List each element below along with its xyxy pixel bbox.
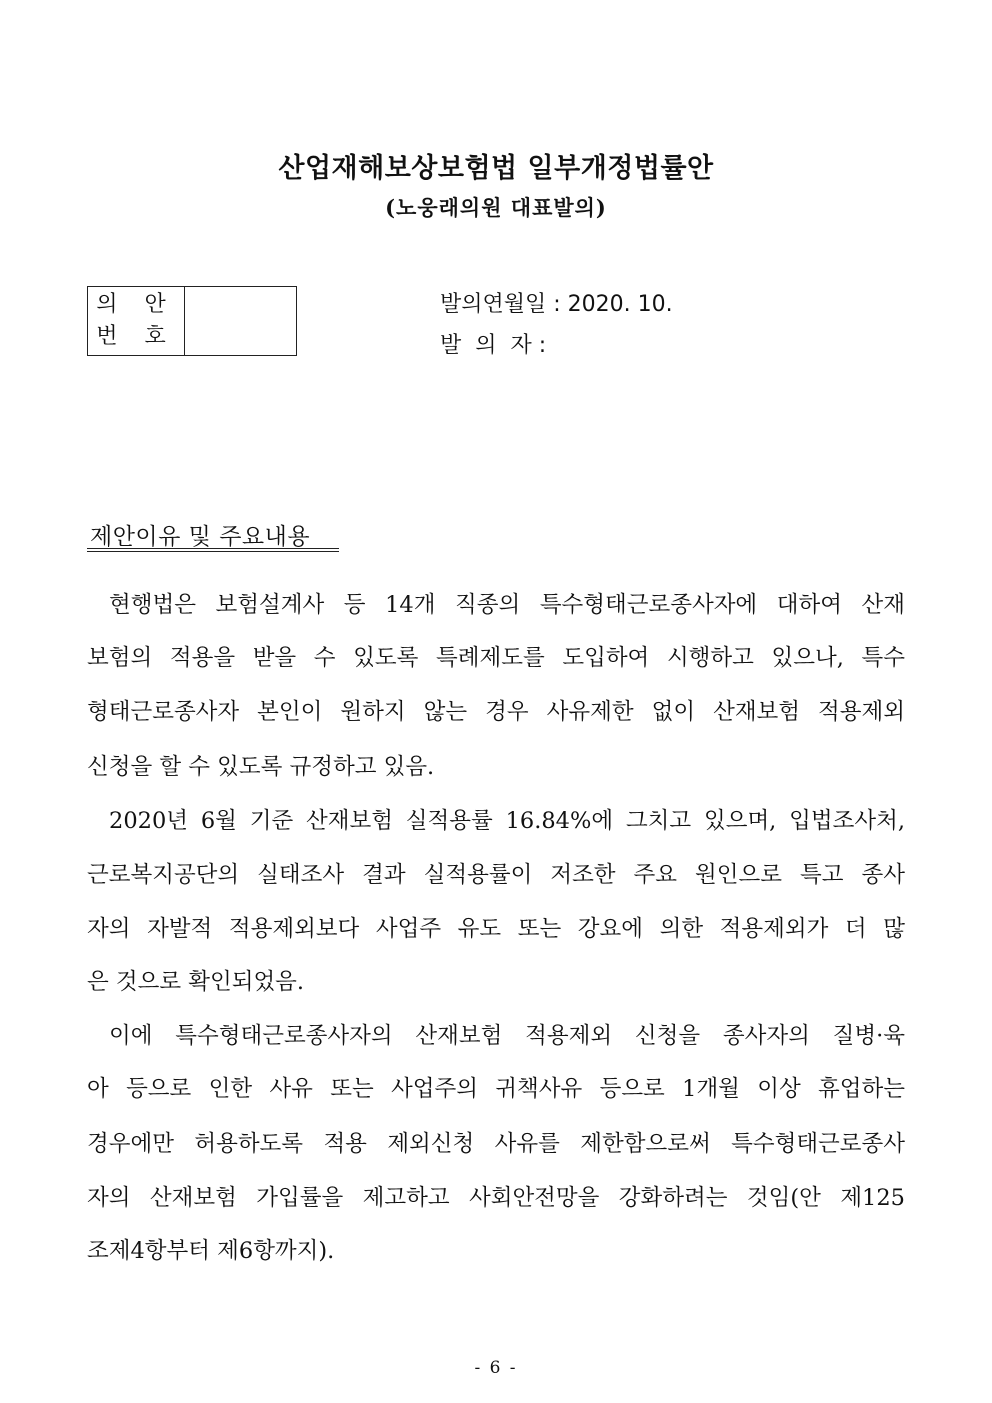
bill-subtitle: (노웅래의원 대표발의) (385, 195, 607, 220)
body-line-12: 자의 산재보험 가입률을 제고하고 사회안전망을 강화하려는 것임(안 제125 (87, 1185, 905, 1211)
body-line-11: 경우에만 허용하도록 적용 제외신청 사유를 제한함으로써 특수형태근로종사 (87, 1131, 905, 1157)
proposal-date-value: 2020. 10. (567, 292, 673, 317)
section-title-underline (87, 548, 339, 552)
bill-number-label (88, 287, 185, 355)
bill-number-value (185, 287, 296, 355)
proposer-label: 발 의 자 (440, 333, 532, 358)
body-line-10: 아 등으로 인한 사유 또는 사업주의 귀책사유 등으로 1개월 이상 휴업하는 (87, 1076, 905, 1102)
body-line-5: 2020년 6월 기준 산재보험 실적용률 16.84%에 그치고 있으며, 입법조사처, (109, 808, 905, 834)
bill-number-box (87, 286, 297, 356)
bill-title: 산업재해보상보험법 일부개정법률안 (278, 153, 714, 184)
body-line-9: 이에 특수형태근로종사자의 산재보험 적용제외 신청을 종사자의 질병·육 (109, 1023, 905, 1049)
body-line-4: 신청을 할 수 있도록 규정하고 있음. (87, 754, 435, 780)
proposal-date-row: 발의연월일 : 2020. 10. (440, 292, 673, 317)
bill-number-label-line1: 의 안 (96, 292, 176, 317)
bill-number-label-line2: 번 호 (96, 324, 176, 349)
proposer-row: 발 의 자 : (440, 333, 554, 358)
page-number: - 6 - (474, 1358, 518, 1378)
proposal-date-label: 발의연월일 (440, 292, 547, 317)
body-line-2: 보험의 적용을 받을 수 있도록 특례제도를 도입하여 시행하고 있으나, 특수 (87, 645, 905, 671)
section-title: 제안이유 및 주요내용 (90, 524, 311, 550)
body-line-8: 은 것으로 확인되었음. (87, 969, 305, 995)
body-line-7: 자의 자발적 적용제외보다 사업주 유도 또는 강요에 의한 적용제외가 더 많 (87, 916, 905, 942)
body-line-3: 형태근로종사자 본인이 원하지 않는 경우 사유제한 없이 산재보험 적용제외 (87, 699, 905, 725)
body-line-1: 현행법은 보험설계사 등 14개 직종의 특수형태근로종사자에 대하여 산재 (109, 592, 905, 618)
body-line-13: 조제4항부터 제6항까지). (87, 1238, 335, 1264)
body-line-6: 근로복지공단의 실태조사 결과 실적용률이 저조한 주요 원인으로 특고 종사 (87, 862, 905, 888)
